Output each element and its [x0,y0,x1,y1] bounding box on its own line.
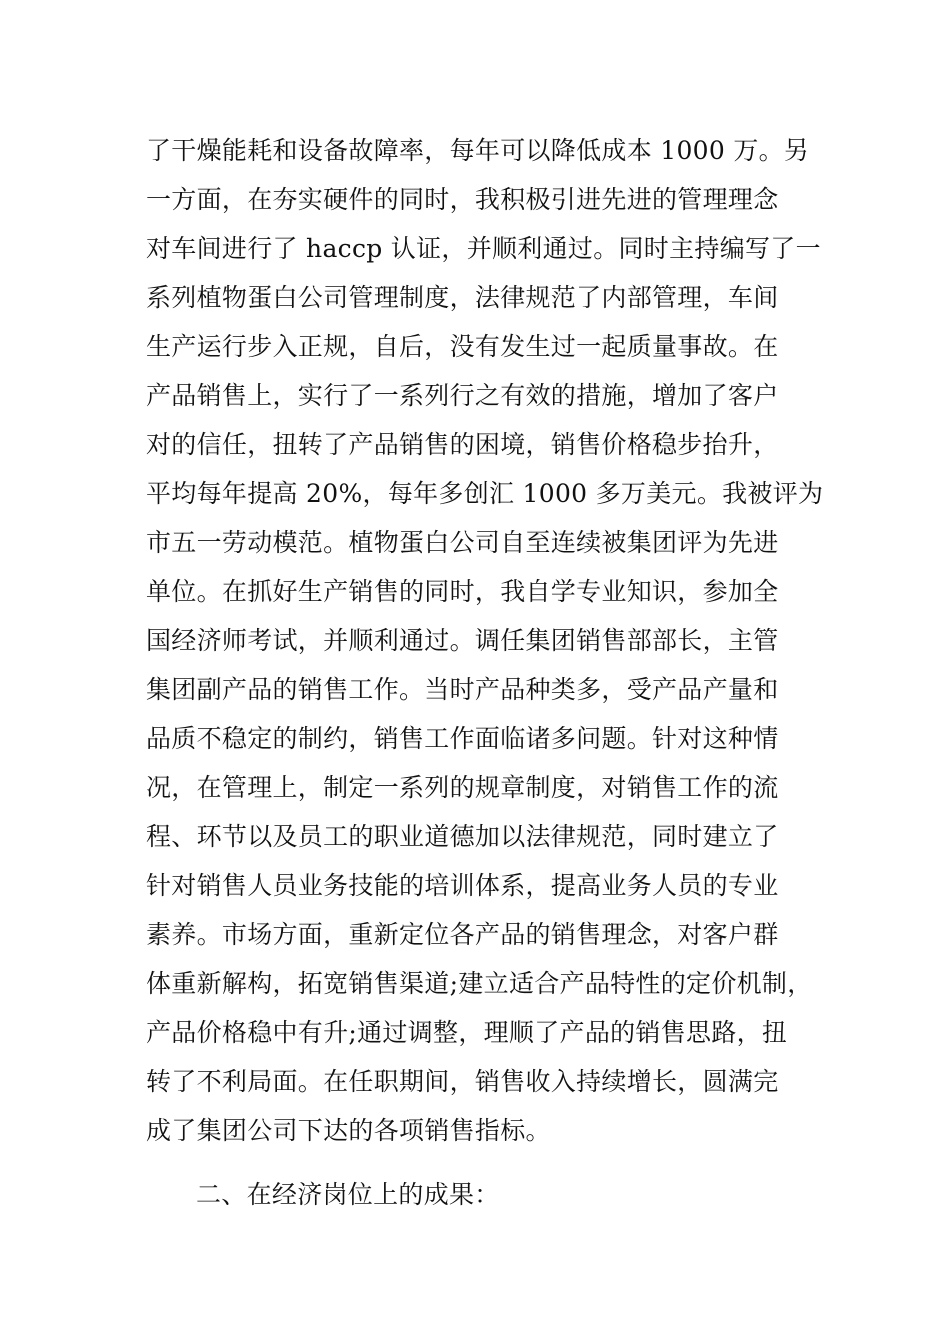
paragraph-line-7: 对的信任，扭转了产品销售的困境，销售价格稳步抬升， [146,430,779,459]
paragraph-line-11: 国经济师考试，并顺利通过。调任集团销售部部长，主管 [146,626,779,655]
paragraph-line-1: 了干燥能耗和设备故障率，每年可以降低成本 1000 万。另 [146,136,810,165]
section-heading: 二、在经济岗位上的成果： [196,1180,500,1209]
paragraph-line-13: 品质不稳定的制约，销售工作面临诸多问题。针对这种情 [146,724,779,753]
paragraph-line-3: 对车间进行了 haccp 认证，并顺利通过。同时主持编写了一 [146,234,821,263]
paragraph-line-8: 平均每年提高 20%，每年多创汇 1000 多万美元。我被评为 [146,479,824,508]
paragraph-line-15: 程、环节以及员工的职业道德加以法律规范，同时建立了 [146,822,779,851]
paragraph-line-21: 成了集团公司下达的各项销售指标。 [146,1116,551,1145]
paragraph-line-2: 一方面，在夯实硬件的同时，我积极引进先进的管理理念 [146,185,779,214]
paragraph-line-6: 产品销售上，实行了一系列行之有效的措施，增加了客户 [146,381,779,410]
paragraph-line-16: 针对销售人员业务技能的培训体系，提高业务人员的专业 [146,871,779,900]
paragraph-line-9: 市五一劳动模范。植物蛋白公司自至连续被集团评为先进 [146,528,779,557]
paragraph-line-12: 集团副产品的销售工作。当时产品种类多，受产品产量和 [146,675,779,704]
paragraph-line-5: 生产运行步入正规，自后，没有发生过一起质量事故。在 [146,332,779,361]
paragraph-line-18: 体重新解构，拓宽销售渠道;建立适合产品特性的定价机制， [146,969,813,998]
paragraph-line-20: 转了不利局面。在任职期间，销售收入持续增长，圆满完 [146,1067,779,1096]
paragraph-line-19: 产品价格稳中有升;通过调整，理顺了产品的销售思路，扭 [146,1018,788,1047]
paragraph-line-10: 单位。在抓好生产销售的同时，我自学专业知识，参加全 [146,577,779,606]
paragraph-line-4: 系列植物蛋白公司管理制度，法律规范了内部管理，车间 [146,283,779,312]
paragraph-line-17: 素养。市场方面，重新定位各产品的销售理念，对客户群 [146,920,779,949]
paragraph-line-14: 况，在管理上，制定一系列的规章制度，对销售工作的流 [146,773,779,802]
